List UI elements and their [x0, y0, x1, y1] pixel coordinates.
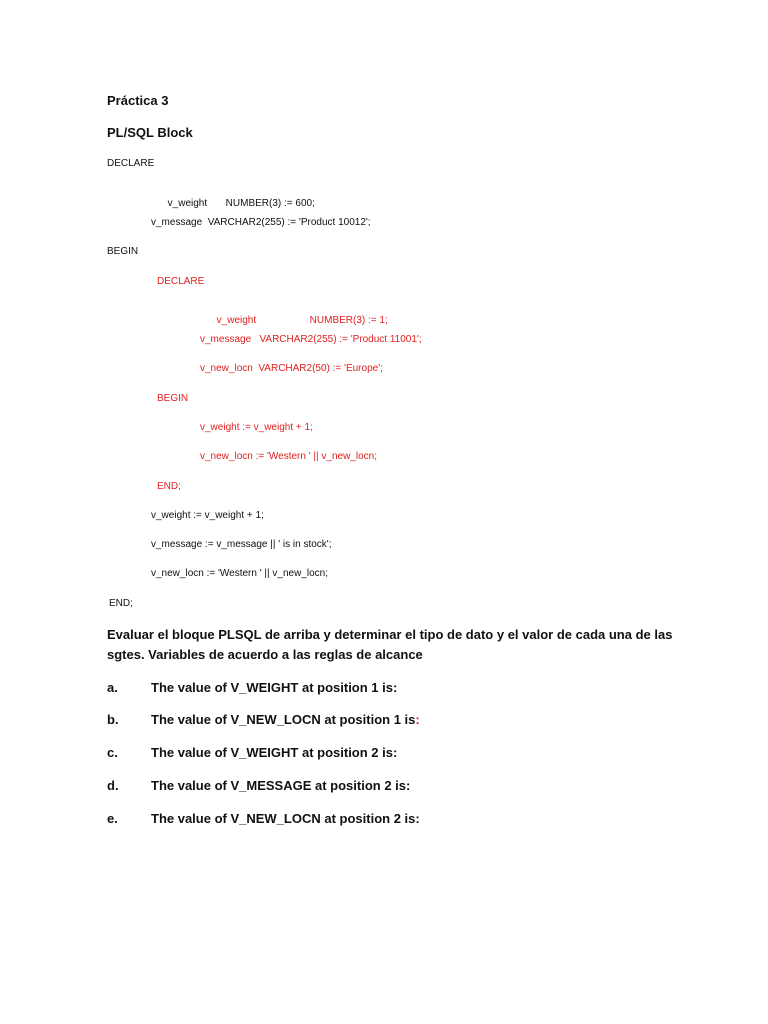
- code-inner-stmt-weight: v_weight := v_weight + 1;: [200, 422, 313, 433]
- code-inner-stmt-locn: v_new_locn := 'Western ' || v_new_locn;: [200, 451, 377, 462]
- page-subtitle: PL/SQL Block: [107, 125, 193, 140]
- question-letter: c.: [107, 745, 118, 760]
- question-text: [151, 713, 420, 726]
- question-text-colon: :: [415, 712, 420, 727]
- code-outer-stmt-weight: v_weight := v_weight + 1;: [151, 510, 264, 521]
- code-inner-begin: BEGIN: [157, 393, 189, 404]
- instructions-paragraph: Evaluar el bloque PLSQL de arriba y determinar el tipo de dato y el valor de cada una de las sgtes. Variables de acuerdo a las reglas de alcance: [107, 627, 673, 662]
- code-end: END;: [109, 598, 133, 609]
- page-title: Práctica 3: [107, 93, 169, 108]
- code-outer-message: v_message VARCHAR2(255) := 'Product 10012';: [151, 217, 371, 228]
- code-inner-weight-name: v_weight: [216, 315, 257, 326]
- question-text: The value of V_MESSAGE at position 2 is:: [151, 778, 411, 793]
- question-text: The value of V_WEIGHT at position 1 is:: [151, 680, 398, 695]
- code-declare: DECLARE: [107, 158, 155, 169]
- question-letter: e.: [107, 811, 118, 826]
- code-outer-weight-type: NUMBER(3) := 600;: [225, 198, 315, 209]
- code-outer-weight: [151, 189, 315, 219]
- question-letter: b.: [107, 712, 119, 727]
- code-inner-weight-type: NUMBER(3) := 1;: [309, 315, 388, 326]
- question-text-main: The value of V_NEW_LOCN at position 1 is: [151, 712, 416, 727]
- code-outer-stmt-locn: v_new_locn := 'Western ' || v_new_locn;: [151, 568, 328, 579]
- question-text: The value of V_WEIGHT at position 2 is:: [151, 745, 398, 760]
- code-inner-new-locn: v_new_locn VARCHAR2(50) := 'Europe';: [200, 363, 383, 374]
- code-outer-stmt-message: v_message := v_message || ' is in stock';: [151, 539, 332, 550]
- code-inner-message: v_message VARCHAR2(255) := 'Product 11001';: [200, 334, 422, 345]
- code-inner-end: END;: [157, 481, 181, 492]
- question-text: The value of V_NEW_LOCN at position 2 is:: [151, 811, 420, 826]
- question-letter: d.: [107, 778, 119, 793]
- code-outer-weight-name: v_weight: [167, 198, 208, 209]
- code-inner-declare: DECLARE: [157, 276, 205, 287]
- code-inner-weight: [200, 306, 388, 336]
- question-letter: a.: [107, 680, 118, 695]
- code-begin: BEGIN: [107, 246, 139, 257]
